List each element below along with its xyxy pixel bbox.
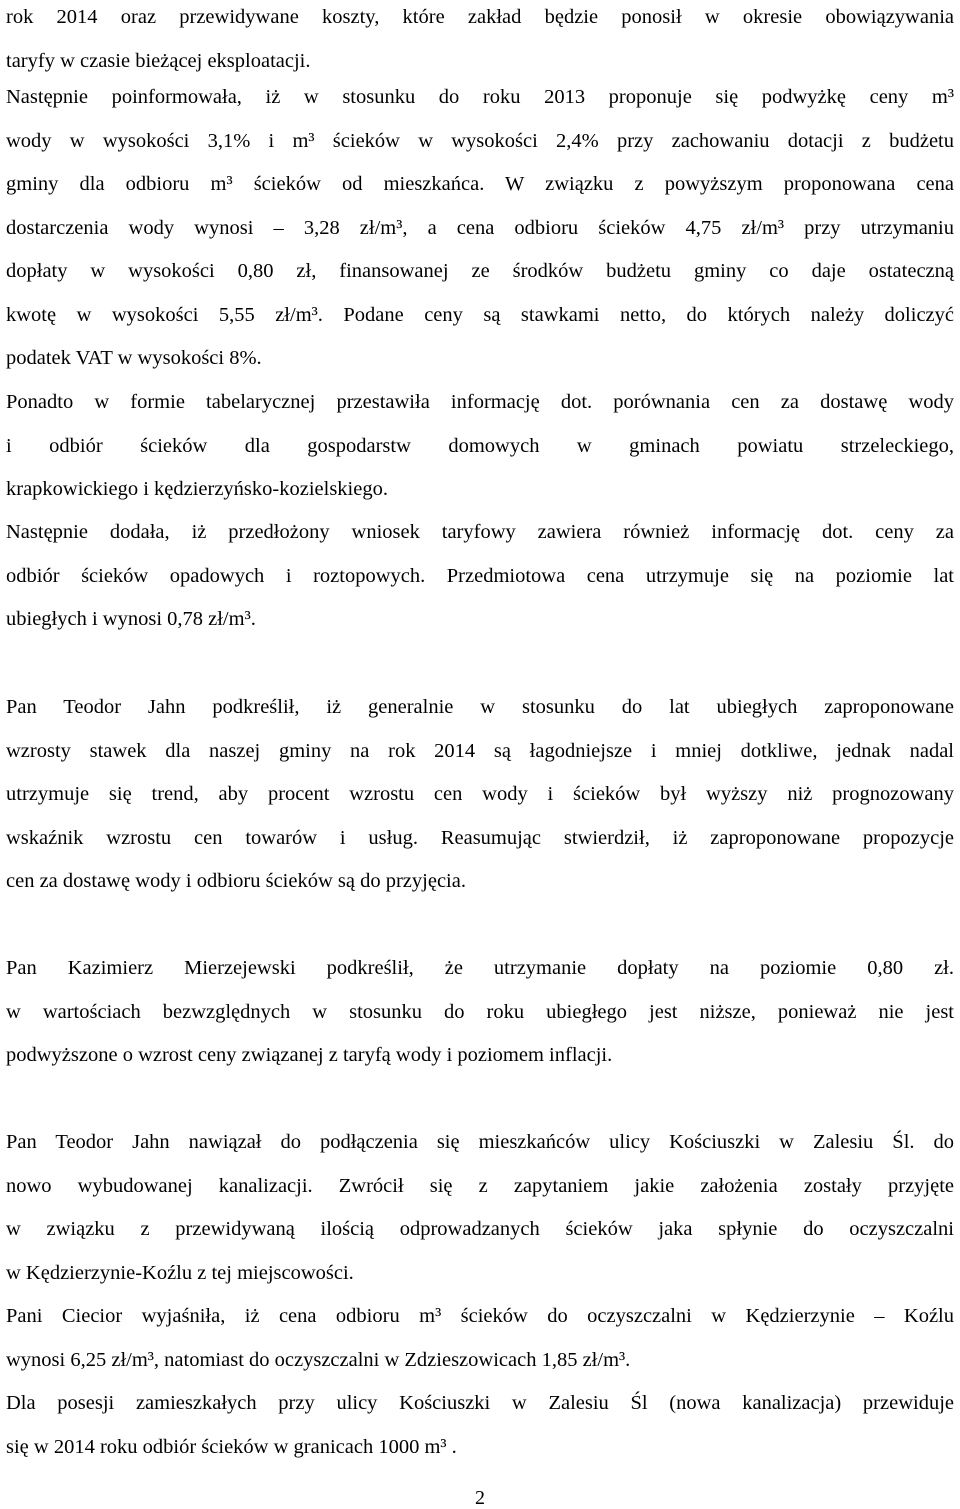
paragraph-8 xyxy=(6,1295,954,1382)
text-line: nowo wybudowanej kanalizacji. Zwrócił się z zapytaniem jakie założenia zostały przyjęte xyxy=(6,1174,954,1197)
text-line: cen za dostawę wody i odbioru ścieków są do przyjęcia. xyxy=(6,870,466,892)
text-line: kwotę w wysokości 5,55 zł/m³. Podane ceny są stawkami netto, do których należy doliczyć xyxy=(6,303,954,326)
paragraph-3 xyxy=(6,381,954,512)
text-line: podwyższone o wzrost ceny związanej z taryfą wody i poziomem inflacji. xyxy=(6,1044,613,1066)
paragraph-9 xyxy=(6,1382,954,1469)
text-line: wzrosty stawek dla naszej gminy na rok 2014 są łagodniejsze i mniej dotkliwe, jednak nadal xyxy=(6,739,954,762)
text-line: i odbiór ścieków dla gospodarstw domowych w gminach powiatu strzeleckiego, xyxy=(6,434,954,457)
text-line: Pan Kazimierz Mierzejewski podkreślił, że utrzymanie dopłaty na poziomie 0,80 zł. xyxy=(6,957,954,979)
text-line: wody w wysokości 3,1% i m³ ścieków w wysokości 2,4% przy zachowaniu dotacji z budżetu xyxy=(6,129,954,152)
text-line: taryfy w czasie bieżącej eksploatacji. xyxy=(6,49,311,72)
text-line: w wartościach bezwzględnych w stosunku do roku ubiegłego jest niższe, ponieważ nie jest xyxy=(6,1000,954,1023)
text-line: ubiegłych i wynosi 0,78 zł/m³. xyxy=(6,608,256,630)
paragraph-1 xyxy=(6,0,954,83)
text-line: gminy dla odbioru m³ ścieków od mieszkańca. W związku z powyższym proponowana cena xyxy=(6,173,954,195)
text-line: Pan Teodor Jahn nawiązał do podłączenia się mieszkańców ulicy Kościuszki w Zalesiu Śl. do xyxy=(6,1131,954,1153)
text-line: się w 2014 roku odbiór ścieków w granicach 1000 m³ . xyxy=(6,1435,457,1458)
paragraph-7 xyxy=(6,1121,954,1295)
text-line: krapkowickiego i kędzierzyńsko-kozielskiego. xyxy=(6,478,388,500)
text-line: w związku z przewidywaną ilością odprowadzanych ścieków jaka spłynie do oczyszczalni xyxy=(6,1218,954,1240)
paragraph-2 xyxy=(6,76,954,381)
text-line: dopłaty w wysokości 0,80 zł, finansowanej ze środków budżetu gminy co daje ostateczną xyxy=(6,260,954,282)
text-line: Ponadto w formie tabelarycznej przestawiła informację dot. porównania cen za dostawę wody xyxy=(6,391,954,413)
paragraph-5 xyxy=(6,686,954,904)
paragraph-6 xyxy=(6,947,954,1078)
text-line: wskaźnik wzrostu cen towarów i usług. Reasumując stwierdził, iż zaproponowane propozycje xyxy=(6,826,954,849)
text-line: utrzymuje się trend, aby procent wzrostu cen wody i ścieków był wyższy niż prognozowany xyxy=(6,783,954,805)
text-line: Dla posesji zamieszkałych przy ulicy Kościuszki w Zalesiu Śl (nowa kanalizacja) przewiduje xyxy=(6,1392,954,1414)
text-line: Pan Teodor Jahn podkreślił, iż generalnie w stosunku do lat ubiegłych zaproponowane xyxy=(6,696,954,718)
paragraph-4 xyxy=(6,511,954,642)
text-line: dostarczenia wody wynosi – 3,28 zł/m³, a cena odbioru ścieków 4,75 zł/m³ przy utrzymaniu xyxy=(6,216,954,239)
text-line: Następnie poinformowała, iż w stosunku do roku 2013 proponuje się podwyżkę ceny m³ xyxy=(6,86,954,108)
text-line: wynosi 6,25 zł/m³, natomiast do oczyszczalni w Zdzieszowicach 1,85 zł/m³. xyxy=(6,1348,631,1371)
text-line: rok 2014 oraz przewidywane koszty, które zakład będzie ponosił w okresie obowiązywania xyxy=(6,6,954,28)
text-line: odbiór ścieków opadowych i roztopowych. Przedmiotowa cena utrzymuje się na poziomie lat xyxy=(6,564,954,587)
text-line: Następnie dodała, iż przedłożony wniosek taryfowy zawiera również informację dot. ceny za xyxy=(6,521,954,543)
text-line: Pani Ciecior wyjaśniła, iż cena odbioru m³ ścieków do oczyszczalni w Kędzierzynie – Koźlu xyxy=(6,1305,954,1327)
page-number: 2 xyxy=(475,1487,485,1509)
text-line: podatek VAT w wysokości 8%. xyxy=(6,347,262,369)
text-line: w Kędzierzynie-Koźlu z tej miejscowości. xyxy=(6,1261,354,1284)
